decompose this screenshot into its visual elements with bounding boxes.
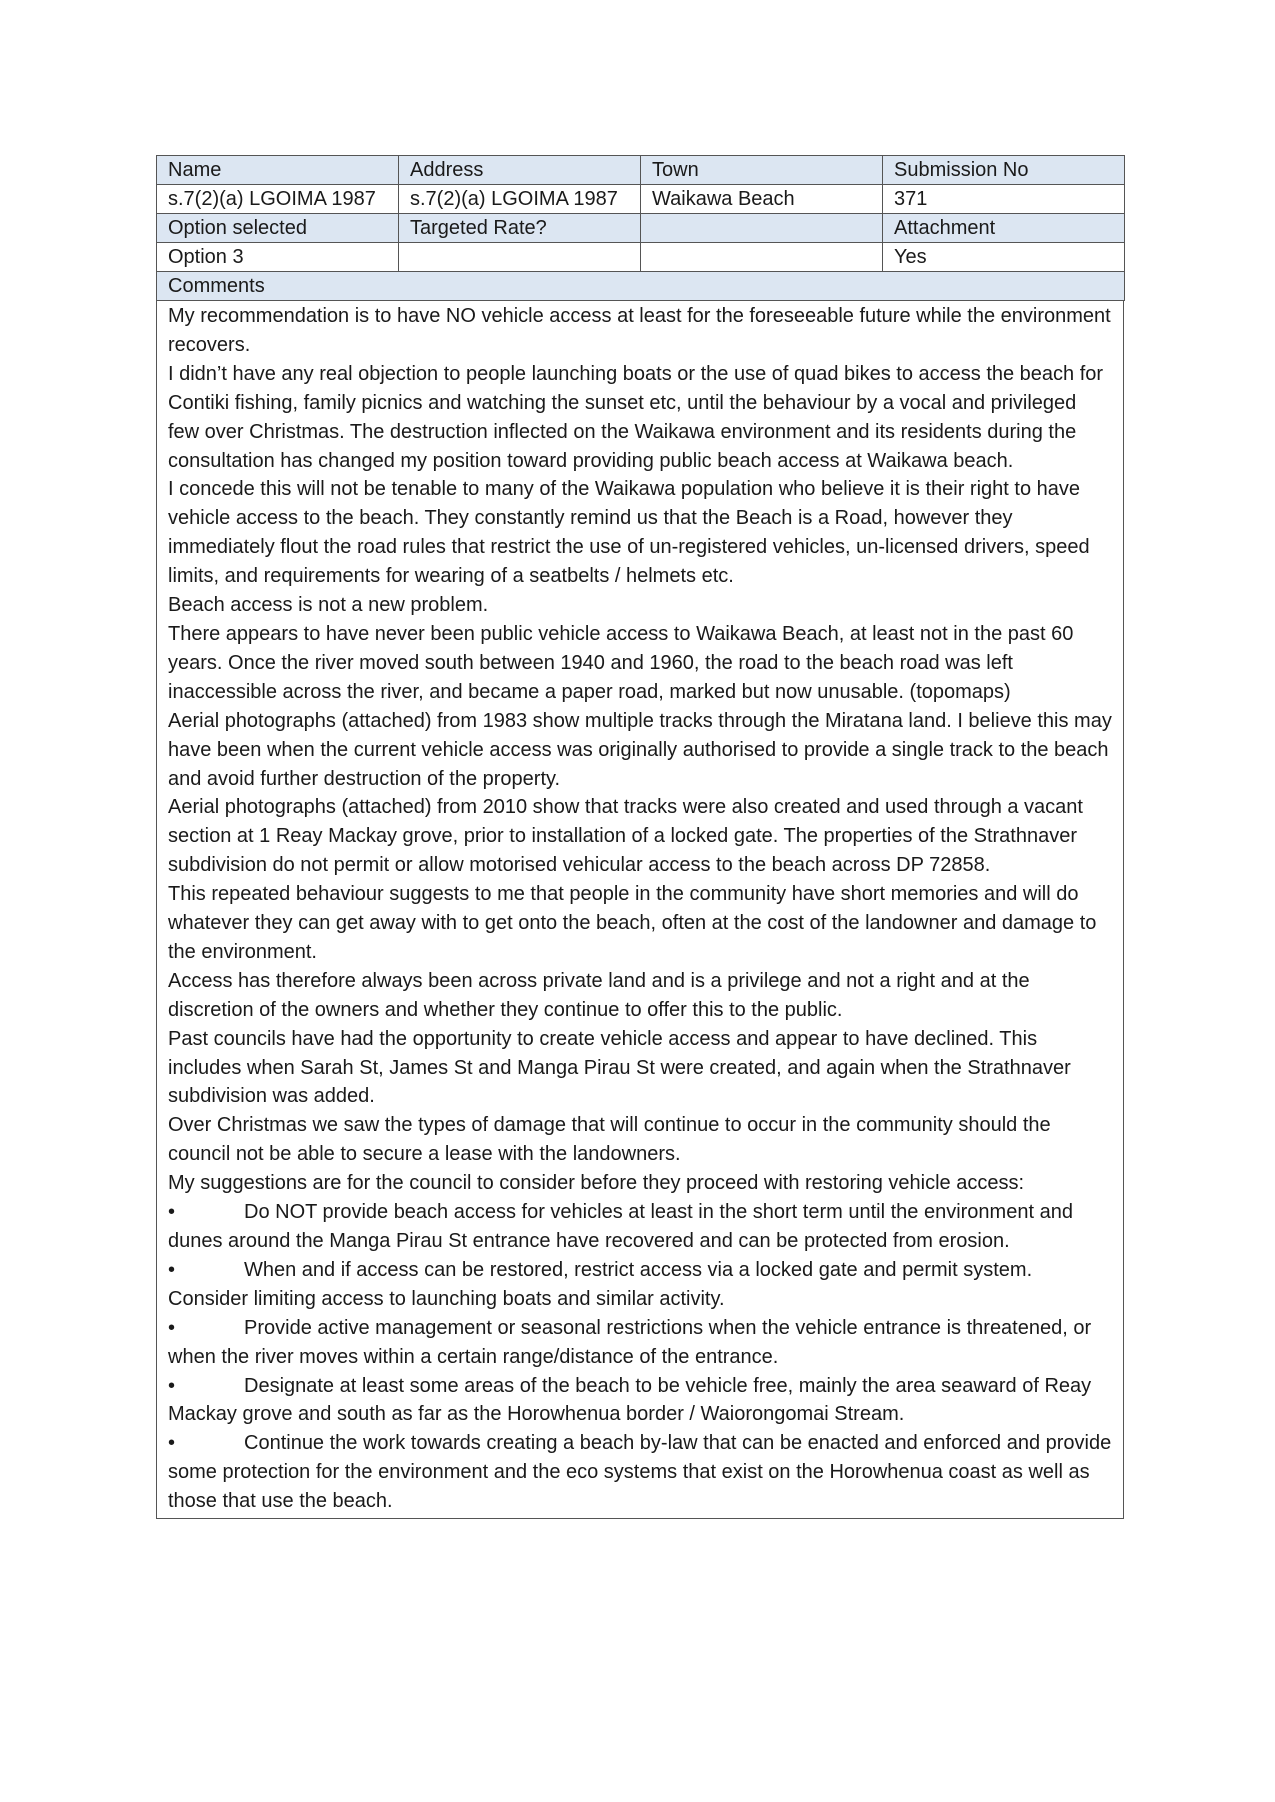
header-row-2 [157,214,1125,243]
comment-paragraph: Access has therefore always been across private land and is a privilege and not a right and at the discretion of the owners and whether they continue to offer this to the public. [168,969,1030,1021]
town-value: Waikawa Beach [641,185,883,214]
address-header: Address [399,156,641,185]
comments-header-row [157,272,1125,301]
address-value: s.7(2)(a) LGOIMA 1987 [399,185,641,214]
suggestion-text: Designate at least some areas of the beach to be vehicle free, mainly the area seaward of Reay Mackay grove and south as far as the Horowhenua border / Waiorongomai Stream. [168,1374,1092,1426]
comments-body [156,301,1124,1519]
bullet-icon: • [168,1432,176,1455]
suggestion-text: When and if access can be restored, restrict access via a locked gate and permit system. Consider limiting access to launching boats and similar activity. [168,1258,1033,1310]
bullet-icon: • [168,1374,176,1397]
targeted-rate-header: Targeted Rate? [399,214,641,243]
empty-header [641,214,883,243]
suggestion-text: Do NOT provide beach access for vehicles at least in the short term until the environment and dunes around the Manga Pirau St entrance have recovered and can be protected from erosion. [168,1201,1073,1252]
town-header: Town [641,156,883,185]
bullet-icon: • [168,1201,176,1224]
comment-paragraph: There appears to have never been public vehicle access to Waikawa Beach, at least not in the past 60 years. Once the river moved south between 1940 and 1960, the road to the beach road was left inaccessible across the river, and became a paper road, marked but now unusable. (topomaps) [168,622,1074,703]
bullet-icon: • [168,1316,176,1339]
comment-paragraph: I didn’t have any real objection to people launching boats or the use of quad bikes to access the beach for Contiki fishing, family picnics and watching the sunset etc, until the behaviour by a vocal and privileged few over Christmas. The destruction inflected on the Waikawa environment and its residents during the consultation has changed my position toward providing public beach access at Waikawa beach. [168,362,1104,472]
suggestion-bullet-item [168,1314,1112,1372]
comment-paragraph: Over Christmas we saw the types of damage that will continue to occur in the community should the council not be able to secure a lease with the landowners. [168,1114,1051,1166]
submission-no-value: 371 [883,185,1125,214]
attachment-value: Yes [883,243,1125,272]
header-row-1 [157,156,1125,185]
suggestion-bullet-item [168,1429,1112,1516]
suggestion-bullet-item [168,1372,1112,1430]
value-row-1 [157,185,1125,214]
option-selected-header: Option selected [157,214,399,243]
comment-paragraph: Aerial photographs (attached) from 1983 show multiple tracks through the Miratana land. I believe this may have been when the current vehicle access was originally authorised to provide a single track to the beach and avoid further destruction of the property. [168,709,1112,790]
comment-paragraph: This repeated behaviour suggests to me that people in the community have short memories and will do whatever they can get away with to get onto the beach, often at the cost of the landowner and damage to the environment. [168,883,1097,963]
name-value: s.7(2)(a) LGOIMA 1987 [157,185,399,214]
comment-paragraph: Beach access is not a new problem. [168,594,489,617]
submission-no-header: Submission No [883,156,1125,185]
name-header: Name [157,156,399,185]
suggestion-text: Provide active management or seasonal restrictions when the vehicle entrance is threatened, or when the river moves within a certain range/distance of the entrance. [168,1316,1092,1368]
submission-form [156,155,1124,1519]
comment-paragraph: Aerial photographs (attached) from 2010 show that tracks were also created and used through a vacant section at 1 Reay Mackay grove, prior to installation of a locked gate. The properties of the Strathnaver subdivision do not permit or allow motorised vehicular access to the beach across DP 72858. [168,796,1083,877]
targeted-rate-value [399,243,641,272]
attachment-header: Attachment [883,214,1125,243]
bullet-icon: • [168,1258,176,1281]
suggestion-bullet-item [168,1256,1112,1314]
value-row-2 [157,243,1125,272]
suggestion-text: Continue the work towards creating a beach by-law that can be enacted and enforced and provide some protection for the environment and the eco systems that exist on the Horowhenua coast as well as those that use the beach. [168,1432,1112,1513]
comment-paragraph: My suggestions are for the council to consider before they proceed with restoring vehicle access: [168,1172,1024,1195]
comments-header: Comments [157,272,1125,301]
option-selected-value: Option 3 [157,243,399,272]
suggestion-bullet-item [168,1198,1112,1256]
comment-paragraph: I concede this will not be tenable to many of the Waikawa population who believe it is their right to have vehicle access to the beach. They constantly remind us that the Beach is a Road, however they immediately flout the road rules that restrict the use of un-registered vehicles, un-licensed drivers, speed limits, and requirements for wearing of a seatbelts / helmets etc. [168,478,1090,588]
submission-table [156,155,1125,301]
empty-value [641,243,883,272]
comment-paragraph: Past councils have had the opportunity to create vehicle access and appear to have declined. This includes when Sarah St, James St and Manga Pirau St were created, and again when the Strathnaver subdivision was added. [168,1027,1071,1108]
comment-paragraph: My recommendation is to have NO vehicle access at least for the foreseeable future while the environment recovers. [168,305,1111,356]
